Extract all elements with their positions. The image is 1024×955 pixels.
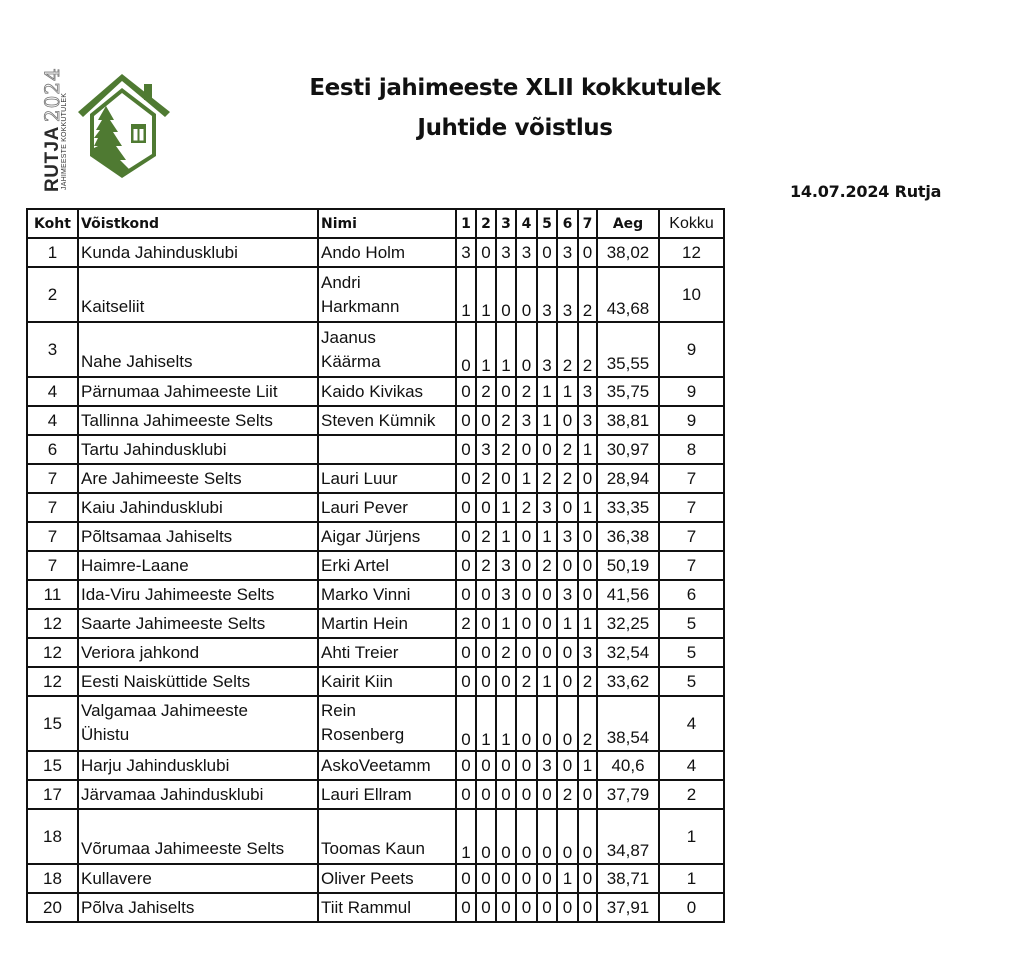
stage-1-score-cell: 0 bbox=[456, 322, 476, 377]
name-cell: Marko Vinni bbox=[318, 580, 456, 609]
stage-4-score-cell: 2 bbox=[516, 377, 537, 406]
team-cell: Haimre-Laane bbox=[78, 551, 318, 580]
total-cell: 5 bbox=[659, 609, 724, 638]
stage-4-score-cell: 0 bbox=[516, 780, 537, 809]
stage-3-score-cell: 0 bbox=[496, 464, 516, 493]
name-cell: Tiit Rammul bbox=[318, 893, 456, 922]
total-cell: 5 bbox=[659, 638, 724, 667]
title-line-2: Juhtide võistlus bbox=[417, 115, 613, 141]
time-cell: 32,54 bbox=[597, 638, 659, 667]
stage-4-score-cell: 3 bbox=[516, 406, 537, 435]
stage-3-score-cell: 1 bbox=[496, 696, 516, 751]
col-header-stage-7: 7 bbox=[578, 209, 597, 238]
stage-5-score-cell: 1 bbox=[537, 377, 557, 406]
name-cell: Lauri Luur bbox=[318, 464, 456, 493]
rank-cell: 12 bbox=[27, 638, 78, 667]
time-cell: 30,97 bbox=[597, 435, 659, 464]
time-cell: 43,68 bbox=[597, 267, 659, 322]
stage-7-score-cell: 3 bbox=[578, 638, 597, 667]
stage-5-score-cell: 2 bbox=[537, 551, 557, 580]
event-logo bbox=[28, 68, 178, 196]
stage-5-score-cell: 0 bbox=[537, 638, 557, 667]
stage-7-score-cell: 3 bbox=[578, 406, 597, 435]
stage-6-score-cell: 3 bbox=[557, 238, 578, 267]
name-cell: Ahti Treier bbox=[318, 638, 456, 667]
team-cell: Kunda Jahindusklubi bbox=[78, 238, 318, 267]
stage-3-score-cell: 2 bbox=[496, 435, 516, 464]
stage-2-score-cell: 3 bbox=[476, 435, 496, 464]
table-row bbox=[27, 238, 724, 267]
stage-3-score-cell: 1 bbox=[496, 609, 516, 638]
rank-cell: 3 bbox=[27, 322, 78, 377]
stage-2-score-cell: 2 bbox=[476, 522, 496, 551]
stage-3-score-cell: 0 bbox=[496, 751, 516, 780]
rank-cell: 11 bbox=[27, 580, 78, 609]
stage-6-score-cell: 2 bbox=[557, 780, 578, 809]
stage-6-score-cell: 0 bbox=[557, 638, 578, 667]
stage-3-score-cell: 0 bbox=[496, 780, 516, 809]
total-cell: 7 bbox=[659, 522, 724, 551]
stage-5-score-cell: 0 bbox=[537, 809, 557, 864]
stage-6-score-cell: 0 bbox=[557, 893, 578, 922]
stage-6-score-cell: 2 bbox=[557, 464, 578, 493]
name-cell: Andri Harkmann bbox=[318, 267, 456, 322]
rank-cell: 15 bbox=[27, 696, 78, 751]
stage-6-score-cell: 0 bbox=[557, 751, 578, 780]
total-cell: 0 bbox=[659, 893, 724, 922]
stage-2-score-cell: 2 bbox=[476, 464, 496, 493]
name-cell: Ando Holm bbox=[318, 238, 456, 267]
stage-1-score-cell: 0 bbox=[456, 638, 476, 667]
col-header-name: Nimi bbox=[318, 209, 456, 238]
stage-7-score-cell: 2 bbox=[578, 667, 597, 696]
stage-4-score-cell: 0 bbox=[516, 638, 537, 667]
time-cell: 41,56 bbox=[597, 580, 659, 609]
table-row bbox=[27, 322, 724, 377]
time-cell: 38,02 bbox=[597, 238, 659, 267]
time-cell: 38,71 bbox=[597, 864, 659, 893]
col-header-rank: Koht bbox=[27, 209, 78, 238]
stage-7-score-cell: 1 bbox=[578, 751, 597, 780]
total-cell: 4 bbox=[659, 751, 724, 780]
team-cell: Veriora jahkond bbox=[78, 638, 318, 667]
name-cell: Kaido Kivikas bbox=[318, 377, 456, 406]
name-cell: Lauri Ellram bbox=[318, 780, 456, 809]
stage-1-score-cell: 0 bbox=[456, 406, 476, 435]
stage-7-score-cell: 0 bbox=[578, 893, 597, 922]
house-with-spruce-icon bbox=[76, 72, 172, 182]
time-cell: 37,91 bbox=[597, 893, 659, 922]
stage-2-score-cell: 1 bbox=[476, 322, 496, 377]
stage-5-score-cell: 1 bbox=[537, 406, 557, 435]
stage-3-score-cell: 3 bbox=[496, 551, 516, 580]
team-cell: Eesti Naisküttide Selts bbox=[78, 667, 318, 696]
stage-5-score-cell: 1 bbox=[537, 667, 557, 696]
stage-4-score-cell: 0 bbox=[516, 580, 537, 609]
name-cell: Rein Rosenberg bbox=[318, 696, 456, 751]
name-cell: Jaanus Käärma bbox=[318, 322, 456, 377]
team-cell: Järvamaa Jahindusklubi bbox=[78, 780, 318, 809]
stage-5-score-cell: 0 bbox=[537, 696, 557, 751]
rank-cell: 15 bbox=[27, 751, 78, 780]
col-header-time: Aeg bbox=[597, 209, 659, 238]
stage-1-score-cell: 3 bbox=[456, 238, 476, 267]
stage-3-score-cell: 0 bbox=[496, 667, 516, 696]
stage-4-score-cell: 2 bbox=[516, 493, 537, 522]
stage-7-score-cell: 2 bbox=[578, 267, 597, 322]
stage-2-score-cell: 0 bbox=[476, 893, 496, 922]
stage-5-score-cell: 0 bbox=[537, 580, 557, 609]
page-title bbox=[290, 68, 740, 148]
stage-4-score-cell: 0 bbox=[516, 267, 537, 322]
date-location: 14.07.2024 Rutja bbox=[790, 182, 942, 201]
stage-6-score-cell: 1 bbox=[557, 609, 578, 638]
stage-5-score-cell: 3 bbox=[537, 751, 557, 780]
col-header-total: Kokku bbox=[659, 209, 724, 238]
time-cell: 33,35 bbox=[597, 493, 659, 522]
name-cell: Toomas Kaun bbox=[318, 809, 456, 864]
stage-1-score-cell: 0 bbox=[456, 580, 476, 609]
stage-4-score-cell: 0 bbox=[516, 322, 537, 377]
stage-1-score-cell: 0 bbox=[456, 864, 476, 893]
col-header-stage-1: 1 bbox=[456, 209, 476, 238]
stage-6-score-cell: 3 bbox=[557, 267, 578, 322]
table-row bbox=[27, 638, 724, 667]
name-cell: Martin Hein bbox=[318, 609, 456, 638]
stage-6-score-cell: 3 bbox=[557, 522, 578, 551]
stage-7-score-cell: 2 bbox=[578, 696, 597, 751]
col-header-stage-5: 5 bbox=[537, 209, 557, 238]
stage-6-score-cell: 0 bbox=[557, 667, 578, 696]
stage-1-score-cell: 2 bbox=[456, 609, 476, 638]
time-cell: 28,94 bbox=[597, 464, 659, 493]
stage-6-score-cell: 0 bbox=[557, 493, 578, 522]
stage-5-score-cell: 0 bbox=[537, 238, 557, 267]
table-row bbox=[27, 609, 724, 638]
stage-3-score-cell: 2 bbox=[496, 406, 516, 435]
stage-6-score-cell: 0 bbox=[557, 809, 578, 864]
stage-7-score-cell: 0 bbox=[578, 238, 597, 267]
rank-cell: 18 bbox=[27, 809, 78, 864]
table-row bbox=[27, 377, 724, 406]
stage-1-score-cell: 0 bbox=[456, 696, 476, 751]
team-cell: Tartu Jahindusklubi bbox=[78, 435, 318, 464]
team-cell: Kullavere bbox=[78, 864, 318, 893]
stage-5-score-cell: 0 bbox=[537, 780, 557, 809]
stage-1-score-cell: 0 bbox=[456, 464, 476, 493]
rank-cell: 2 bbox=[27, 267, 78, 322]
time-cell: 36,38 bbox=[597, 522, 659, 551]
stage-3-score-cell: 0 bbox=[496, 267, 516, 322]
stage-1-score-cell: 0 bbox=[456, 551, 476, 580]
rank-cell: 4 bbox=[27, 406, 78, 435]
stage-6-score-cell: 2 bbox=[557, 322, 578, 377]
rank-cell: 1 bbox=[27, 238, 78, 267]
team-cell: Nahe Jahiselts bbox=[78, 322, 318, 377]
stage-2-score-cell: 1 bbox=[476, 696, 496, 751]
table-row bbox=[27, 893, 724, 922]
team-cell: Harju Jahindusklubi bbox=[78, 751, 318, 780]
name-cell: Erki Artel bbox=[318, 551, 456, 580]
stage-1-score-cell: 0 bbox=[456, 377, 476, 406]
stage-5-score-cell: 1 bbox=[537, 522, 557, 551]
total-cell: 5 bbox=[659, 667, 724, 696]
stage-6-score-cell: 1 bbox=[557, 377, 578, 406]
stage-1-score-cell: 0 bbox=[456, 522, 476, 551]
name-cell: Lauri Pever bbox=[318, 493, 456, 522]
rank-cell: 17 bbox=[27, 780, 78, 809]
results-table bbox=[26, 208, 725, 923]
stage-1-score-cell: 0 bbox=[456, 751, 476, 780]
team-cell: Kaitseliit bbox=[78, 267, 318, 322]
total-cell: 6 bbox=[659, 580, 724, 609]
stage-2-score-cell: 0 bbox=[476, 406, 496, 435]
name-cell: Steven Kümnik bbox=[318, 406, 456, 435]
stage-7-score-cell: 0 bbox=[578, 580, 597, 609]
stage-4-score-cell: 0 bbox=[516, 609, 537, 638]
stage-2-score-cell: 0 bbox=[476, 667, 496, 696]
stage-7-score-cell: 0 bbox=[578, 464, 597, 493]
table-row bbox=[27, 580, 724, 609]
stage-1-score-cell: 0 bbox=[456, 493, 476, 522]
stage-4-score-cell: 0 bbox=[516, 809, 537, 864]
stage-6-score-cell: 2 bbox=[557, 435, 578, 464]
stage-4-score-cell: 0 bbox=[516, 522, 537, 551]
total-cell: 9 bbox=[659, 377, 724, 406]
stage-3-score-cell: 3 bbox=[496, 580, 516, 609]
stage-2-score-cell: 2 bbox=[476, 377, 496, 406]
team-cell: Põlva Jahiselts bbox=[78, 893, 318, 922]
total-cell: 12 bbox=[659, 238, 724, 267]
time-cell: 40,6 bbox=[597, 751, 659, 780]
stage-7-score-cell: 0 bbox=[578, 522, 597, 551]
team-cell: Tallinna Jahimeeste Selts bbox=[78, 406, 318, 435]
stage-5-score-cell: 0 bbox=[537, 893, 557, 922]
rank-cell: 12 bbox=[27, 667, 78, 696]
time-cell: 38,54 bbox=[597, 696, 659, 751]
table-row bbox=[27, 809, 724, 864]
table-row bbox=[27, 667, 724, 696]
name-cell: Aigar Jürjens bbox=[318, 522, 456, 551]
stage-1-score-cell: 0 bbox=[456, 667, 476, 696]
team-cell: Are Jahimeeste Selts bbox=[78, 464, 318, 493]
total-cell: 1 bbox=[659, 864, 724, 893]
stage-5-score-cell: 3 bbox=[537, 493, 557, 522]
logo-title bbox=[42, 67, 62, 192]
stage-3-score-cell: 1 bbox=[496, 322, 516, 377]
stage-4-score-cell: 0 bbox=[516, 864, 537, 893]
stage-3-score-cell: 1 bbox=[496, 493, 516, 522]
rank-cell: 7 bbox=[27, 522, 78, 551]
stage-7-score-cell: 3 bbox=[578, 377, 597, 406]
rank-cell: 7 bbox=[27, 464, 78, 493]
stage-5-score-cell: 3 bbox=[537, 322, 557, 377]
stage-4-score-cell: 0 bbox=[516, 551, 537, 580]
total-cell: 9 bbox=[659, 322, 724, 377]
table-row bbox=[27, 751, 724, 780]
stage-2-score-cell: 1 bbox=[476, 267, 496, 322]
time-cell: 34,87 bbox=[597, 809, 659, 864]
col-header-team: Võistkond bbox=[78, 209, 318, 238]
total-cell: 4 bbox=[659, 696, 724, 751]
title-line-1: Eesti jahimeeste XLII kokkutulek bbox=[309, 75, 721, 101]
stage-1-score-cell: 1 bbox=[456, 267, 476, 322]
logo-year: 2024 bbox=[40, 67, 64, 123]
stage-5-score-cell: 0 bbox=[537, 609, 557, 638]
team-cell: Põltsamaa Jahiselts bbox=[78, 522, 318, 551]
stage-3-score-cell: 0 bbox=[496, 809, 516, 864]
total-cell: 1 bbox=[659, 809, 724, 864]
table-row bbox=[27, 696, 724, 751]
logo-place: RUTJA bbox=[42, 126, 63, 192]
stage-3-score-cell: 1 bbox=[496, 522, 516, 551]
stage-4-score-cell: 0 bbox=[516, 696, 537, 751]
stage-5-score-cell: 0 bbox=[537, 864, 557, 893]
time-cell: 37,79 bbox=[597, 780, 659, 809]
stage-2-score-cell: 0 bbox=[476, 864, 496, 893]
total-cell: 8 bbox=[659, 435, 724, 464]
stage-3-score-cell: 0 bbox=[496, 893, 516, 922]
stage-2-score-cell: 0 bbox=[476, 609, 496, 638]
stage-2-score-cell: 0 bbox=[476, 580, 496, 609]
time-cell: 35,55 bbox=[597, 322, 659, 377]
stage-2-score-cell: 0 bbox=[476, 780, 496, 809]
total-cell: 7 bbox=[659, 464, 724, 493]
table-row bbox=[27, 864, 724, 893]
stage-7-score-cell: 1 bbox=[578, 609, 597, 638]
stage-2-score-cell: 0 bbox=[476, 493, 496, 522]
col-header-stage-4: 4 bbox=[516, 209, 537, 238]
stage-6-score-cell: 0 bbox=[557, 696, 578, 751]
stage-7-score-cell: 0 bbox=[578, 780, 597, 809]
table-row bbox=[27, 551, 724, 580]
col-header-stage-2: 2 bbox=[476, 209, 496, 238]
stage-3-score-cell: 2 bbox=[496, 638, 516, 667]
stage-2-score-cell: 0 bbox=[476, 638, 496, 667]
stage-4-score-cell: 0 bbox=[516, 435, 537, 464]
stage-7-score-cell: 1 bbox=[578, 493, 597, 522]
stage-7-score-cell: 0 bbox=[578, 551, 597, 580]
stage-4-score-cell: 2 bbox=[516, 667, 537, 696]
team-cell: Valgamaa Jahimeeste Ühistu bbox=[78, 696, 318, 751]
stage-7-score-cell: 0 bbox=[578, 864, 597, 893]
stage-7-score-cell: 0 bbox=[578, 809, 597, 864]
stage-1-score-cell: 0 bbox=[456, 893, 476, 922]
total-cell: 2 bbox=[659, 780, 724, 809]
total-cell: 7 bbox=[659, 551, 724, 580]
stage-1-score-cell: 1 bbox=[456, 809, 476, 864]
team-cell: Kaiu Jahindusklubi bbox=[78, 493, 318, 522]
stage-7-score-cell: 2 bbox=[578, 322, 597, 377]
table-row bbox=[27, 406, 724, 435]
table-header-row bbox=[27, 209, 724, 238]
team-cell: Võrumaa Jahimeeste Selts bbox=[78, 809, 318, 864]
rank-cell: 4 bbox=[27, 377, 78, 406]
stage-1-score-cell: 0 bbox=[456, 780, 476, 809]
stage-2-score-cell: 2 bbox=[476, 551, 496, 580]
table-row bbox=[27, 780, 724, 809]
col-header-stage-3: 3 bbox=[496, 209, 516, 238]
stage-4-score-cell: 0 bbox=[516, 893, 537, 922]
rank-cell: 7 bbox=[27, 551, 78, 580]
time-cell: 33,62 bbox=[597, 667, 659, 696]
name-cell bbox=[318, 435, 456, 464]
name-cell: AskoVeetamm bbox=[318, 751, 456, 780]
col-header-stage-6: 6 bbox=[557, 209, 578, 238]
rank-cell: 12 bbox=[27, 609, 78, 638]
stage-5-score-cell: 3 bbox=[537, 267, 557, 322]
team-cell: Pärnumaa Jahimeeste Liit bbox=[78, 377, 318, 406]
name-cell: Oliver Peets bbox=[318, 864, 456, 893]
stage-5-score-cell: 0 bbox=[537, 435, 557, 464]
stage-1-score-cell: 0 bbox=[456, 435, 476, 464]
stage-2-score-cell: 0 bbox=[476, 238, 496, 267]
time-cell: 38,81 bbox=[597, 406, 659, 435]
time-cell: 35,75 bbox=[597, 377, 659, 406]
team-cell: Saarte Jahimeeste Selts bbox=[78, 609, 318, 638]
stage-3-score-cell: 3 bbox=[496, 238, 516, 267]
stage-6-score-cell: 3 bbox=[557, 580, 578, 609]
table-row bbox=[27, 522, 724, 551]
stage-4-score-cell: 0 bbox=[516, 751, 537, 780]
stage-6-score-cell: 0 bbox=[557, 551, 578, 580]
team-cell: Ida-Viru Jahimeeste Selts bbox=[78, 580, 318, 609]
stage-4-score-cell: 1 bbox=[516, 464, 537, 493]
total-cell: 10 bbox=[659, 267, 724, 322]
time-cell: 50,19 bbox=[597, 551, 659, 580]
rank-cell: 7 bbox=[27, 493, 78, 522]
rank-cell: 18 bbox=[27, 864, 78, 893]
total-cell: 9 bbox=[659, 406, 724, 435]
table-row bbox=[27, 435, 724, 464]
rank-cell: 20 bbox=[27, 893, 78, 922]
table-row bbox=[27, 493, 724, 522]
rank-cell: 6 bbox=[27, 435, 78, 464]
logo-subtitle: JAHIMEESTE KOKKUTULEK bbox=[61, 92, 68, 190]
stage-6-score-cell: 0 bbox=[557, 406, 578, 435]
table-row bbox=[27, 464, 724, 493]
stage-4-score-cell: 3 bbox=[516, 238, 537, 267]
stage-7-score-cell: 1 bbox=[578, 435, 597, 464]
stage-2-score-cell: 0 bbox=[476, 809, 496, 864]
name-cell: Kairit Kiin bbox=[318, 667, 456, 696]
stage-6-score-cell: 1 bbox=[557, 864, 578, 893]
logo-text-block bbox=[28, 68, 76, 196]
table-row bbox=[27, 267, 724, 322]
stage-3-score-cell: 0 bbox=[496, 377, 516, 406]
stage-5-score-cell: 2 bbox=[537, 464, 557, 493]
total-cell: 7 bbox=[659, 493, 724, 522]
time-cell: 32,25 bbox=[597, 609, 659, 638]
stage-3-score-cell: 0 bbox=[496, 864, 516, 893]
stage-2-score-cell: 0 bbox=[476, 751, 496, 780]
